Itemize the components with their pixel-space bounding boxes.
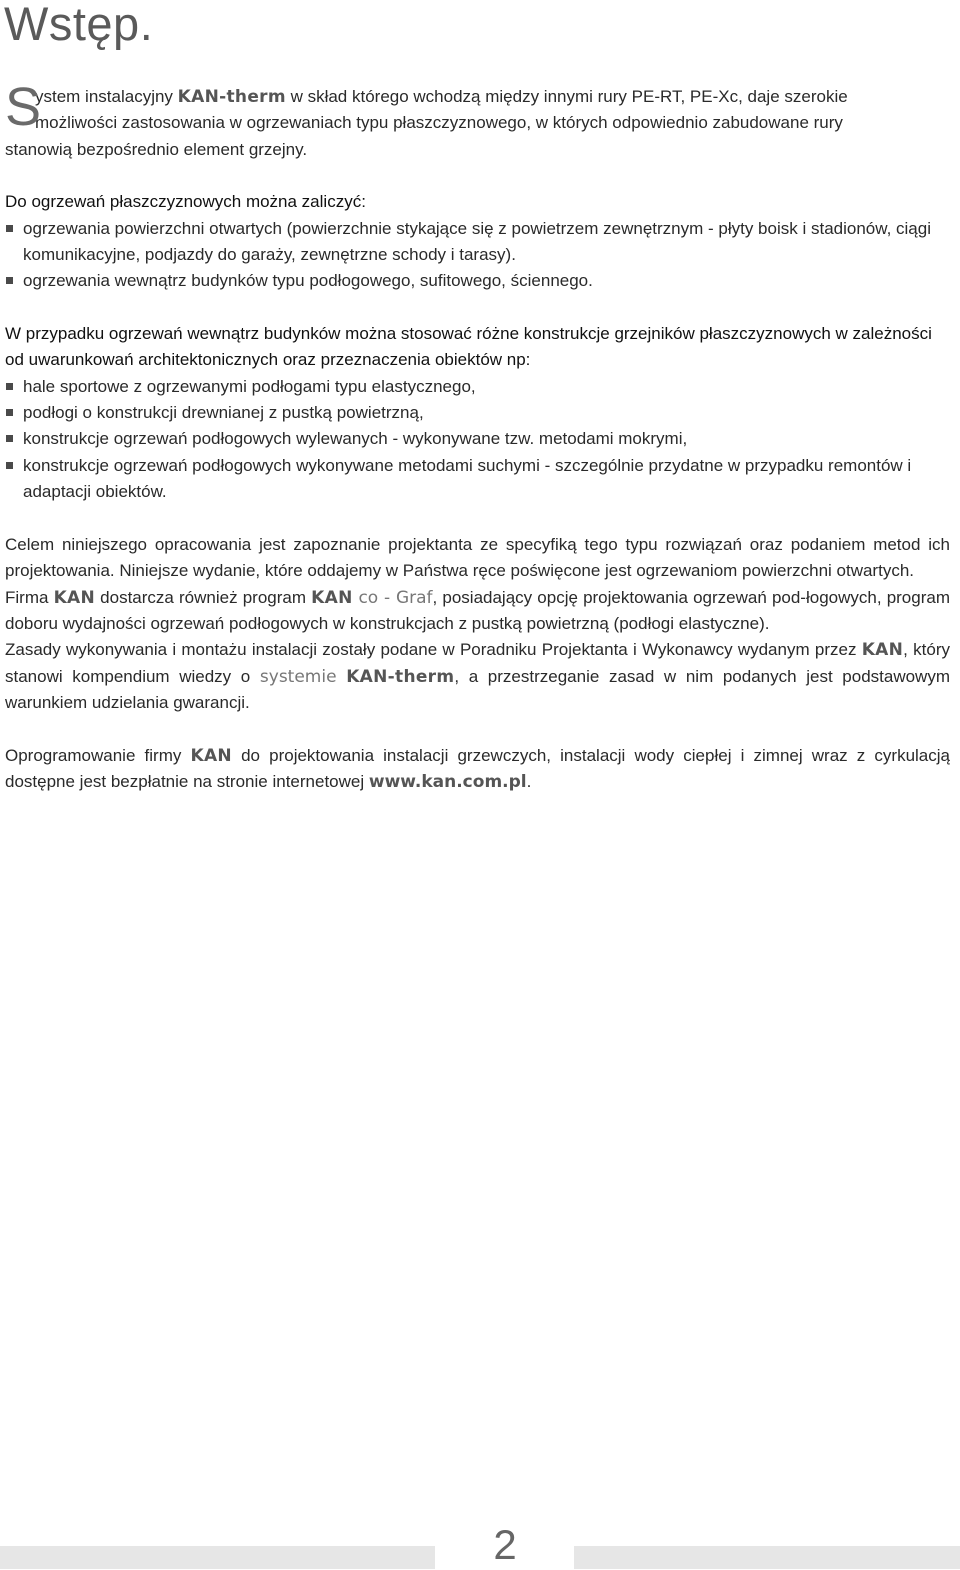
bullet-square-icon <box>6 277 13 284</box>
list-item: ogrzewania powierzchni otwartych (powierzchnie stykające się z powietrzem zewnętrznym - płyty boisk i stadionów, ciągi komunikacyjne, podjazdy do garaży, zewnętrzne schody i tarasy). <box>5 216 950 269</box>
paragraph-rules: Zasady wykonywania i montażu instalacji zostały podane w Poradniku Projektanta i Wykonawcy wydanym przez KAN, który stanowi kompendium wiedzy o systemie KAN-therm, a przestrzeganie zasad w nim podanych jest podstawowym warunkiem udzielania gwarancji. <box>5 640 950 713</box>
paragraph-download: Oprogramowanie firmy KAN do projektowania instalacji grzewczych, instalacji wody ciepłej i zimnej wraz z cyrkulacją dostępne jest bezpłatnie na stronie internetowej www.kan.com.pl. <box>5 745 950 792</box>
website-link[interactable]: www.kan.com.pl <box>368 771 527 792</box>
brand-kan: KAN <box>53 587 96 608</box>
bullet-square-icon <box>6 225 13 232</box>
brand-kan-therm: KAN-therm <box>177 87 286 107</box>
section1-heading: Do ogrzewań płaszczyznowych można zaliczyć: <box>5 192 366 212</box>
content <box>5 77 950 795</box>
paragraph-software: Firma KAN dostarcza również program KAN co - Graf, posiadający opcję projektowania ogrzewań pod-łogowych, program doboru wydajności ogrzewań podłogowych w konstrukcjach z pustką powietrzną (podłogi elastyczne). <box>5 587 950 633</box>
list-item: hale sportowe z ogrzewanymi podłogami typu elastycznego, <box>5 374 950 400</box>
paragraph-purpose: Celem niniejszego opracowania jest zapoznanie projektanta ze specyfiką tego typu rozwiązań oraz podaniem metod ich projektowania. Niniejsze wydanie, które oddajemy w Państwa ręce poświęcone jest ogrzewaniom powierzchni otwartych. <box>5 534 950 581</box>
bullet-square-icon <box>6 383 13 390</box>
list-item: konstrukcje ogrzewań podłogowych wykonywane metodami suchymi - szczególnie przydatne w przypadku remontów i adaptacji obiektów. <box>5 453 950 506</box>
list-item: podłogi o konstrukcji drewnianej z pustką powietrzną, <box>5 400 950 426</box>
brand-co-graf: co - Graf <box>352 587 433 608</box>
section1-list <box>5 216 950 295</box>
page-number: 2 <box>493 1521 517 1568</box>
bullet-square-icon <box>6 409 13 416</box>
list-item: ogrzewania wewnątrz budynków typu podłogowego, sufitowego, ściennego. <box>5 268 950 294</box>
page-title: Wstęp. <box>4 0 154 50</box>
footer-bar-right <box>574 1546 960 1569</box>
intro-text: możliwości zastosowania w ogrzewaniach typu płaszczyznowego, w których odpowiednio zabudowane rury <box>35 113 843 133</box>
bullet-square-icon <box>6 435 13 442</box>
brand-kan: KAN <box>311 587 353 608</box>
drop-cap: S <box>5 77 42 137</box>
bullet-square-icon <box>6 462 13 469</box>
section2-list <box>5 374 950 506</box>
intro-paragraph <box>5 77 950 163</box>
footer-bar-left <box>0 1546 435 1569</box>
brand-kan: KAN <box>190 745 232 766</box>
brand-kan-therm: KAN-therm <box>346 666 455 687</box>
intro-text: ystem instalacyjny <box>35 87 178 106</box>
brand-kan: KAN <box>861 640 904 661</box>
section2-heading: W przypadku ogrzewań wewnątrz budynków można stosować różne konstrukcje grzejników płaszczyznowych w zależności od uwarunkowań architektonicznych oraz przeznaczenia obiektów np: <box>5 323 932 370</box>
intro-text: stanowią bezpośrednio element grzejny. <box>5 139 308 159</box>
brand-systemie: systemie <box>259 666 337 687</box>
list-item: konstrukcje ogrzewań podłogowych wylewanych - wykonywane tzw. metodami mokrymi, <box>5 426 950 452</box>
intro-text: w skład którego wchodzą między innymi rury PE-RT, PE-Xc, daje szerokie <box>285 87 848 106</box>
